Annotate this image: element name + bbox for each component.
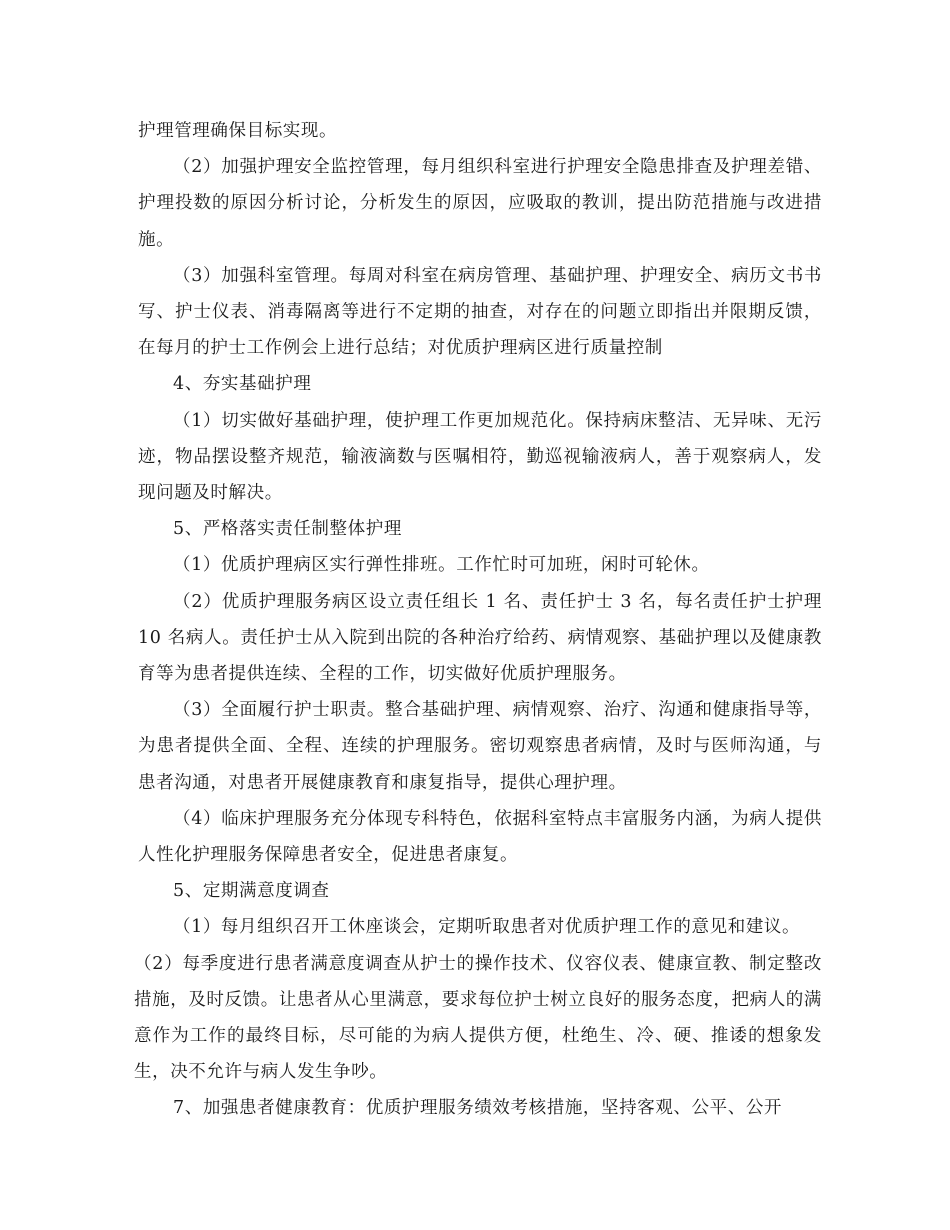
document-body [134, 113, 822, 1127]
paragraph-10: （4）临床护理服务充分体现专科特色，依据科室特点丰富服务内涵，为病人提供人性化护理服务保障患者安全，促进患者康复。 [138, 808, 822, 866]
paragraph-12: （1）每月组织召开工休座谈会，定期听取患者对优质护理工作的意见和建议。 [173, 917, 801, 938]
paragraph-3: （3）加强科室管理。每周对科室在病房管理、基础护理、护理安全、病历文书书写、护士仪表、消毒隔离等进行不定期的抽查，对存在的问题立即指出并限期反馈，在每月的护士工作例会上进行总结；对优质护理病区进行质量控制 [138, 265, 822, 359]
section-heading-7: 7、加强患者健康教育：优质护理服务绩效考核措施，坚持客观、公平、公开 [173, 1098, 783, 1119]
section-heading-satisfaction: 5、定期满意度调查 [173, 881, 330, 902]
paragraph-8: （2）优质护理服务病区设立责任组长 1 名、责任护士 3 名，每名责任护士护理 10 名病人。责任护士从入院到出院的各种治疗给药、病情观察、基础护理以及健康教育等为患者提供连续、全程的工作，切实做好优质护理服务。 [138, 591, 822, 685]
paragraph-2: （2）加强护理安全监控管理，每月组织科室进行护理安全隐患排查及护理差错、护理投数的原因分析讨论，分析发生的原因，应吸取的教训，提出防范措施与改进措施。 [138, 157, 822, 250]
paragraph-5: （1）切实做好基础护理，使护理工作更加规范化。保持病床整洁、无异味、无污迹，物品摆设整齐规范，输液滴数与医嘱相符，勤巡视输液病人，善于观察病人，发现问题及时解决。 [138, 410, 822, 504]
section-heading-4: 4、夯实基础护理 [173, 374, 312, 395]
section-heading-5: 5、严格落实责任制整体护理 [173, 519, 402, 540]
paragraph-9: （3）全面履行护士职责。整合基础护理、病情观察、治疗、沟通和健康指导等，为患者提供全面、全程、连续的护理服务。密切观察患者病情，及时与医师沟通，与患者沟通，对患者开展健康教育和康复指导，提供心理护理。 [138, 700, 822, 793]
paragraph-1: 护理管理确保目标实现。 [138, 121, 338, 141]
paragraph-7: （1）优质护理病区实行弹性排班。工作忙时可加班，闲时可轮休。 [173, 555, 710, 576]
paragraph-13: （2）每季度进行患者满意度调查从护士的操作技术、仪容仪表、健康宣教、制定整改措施，及时反馈。让患者从心里满意，要求每位护士树立良好的服务态度，把病人的满意作为工作的最终目标，尽可能的为病人提供方便，杜绝生、冷、硬、推诿的想象发生，决不允许与病人发生争吵。 [134, 953, 822, 1083]
